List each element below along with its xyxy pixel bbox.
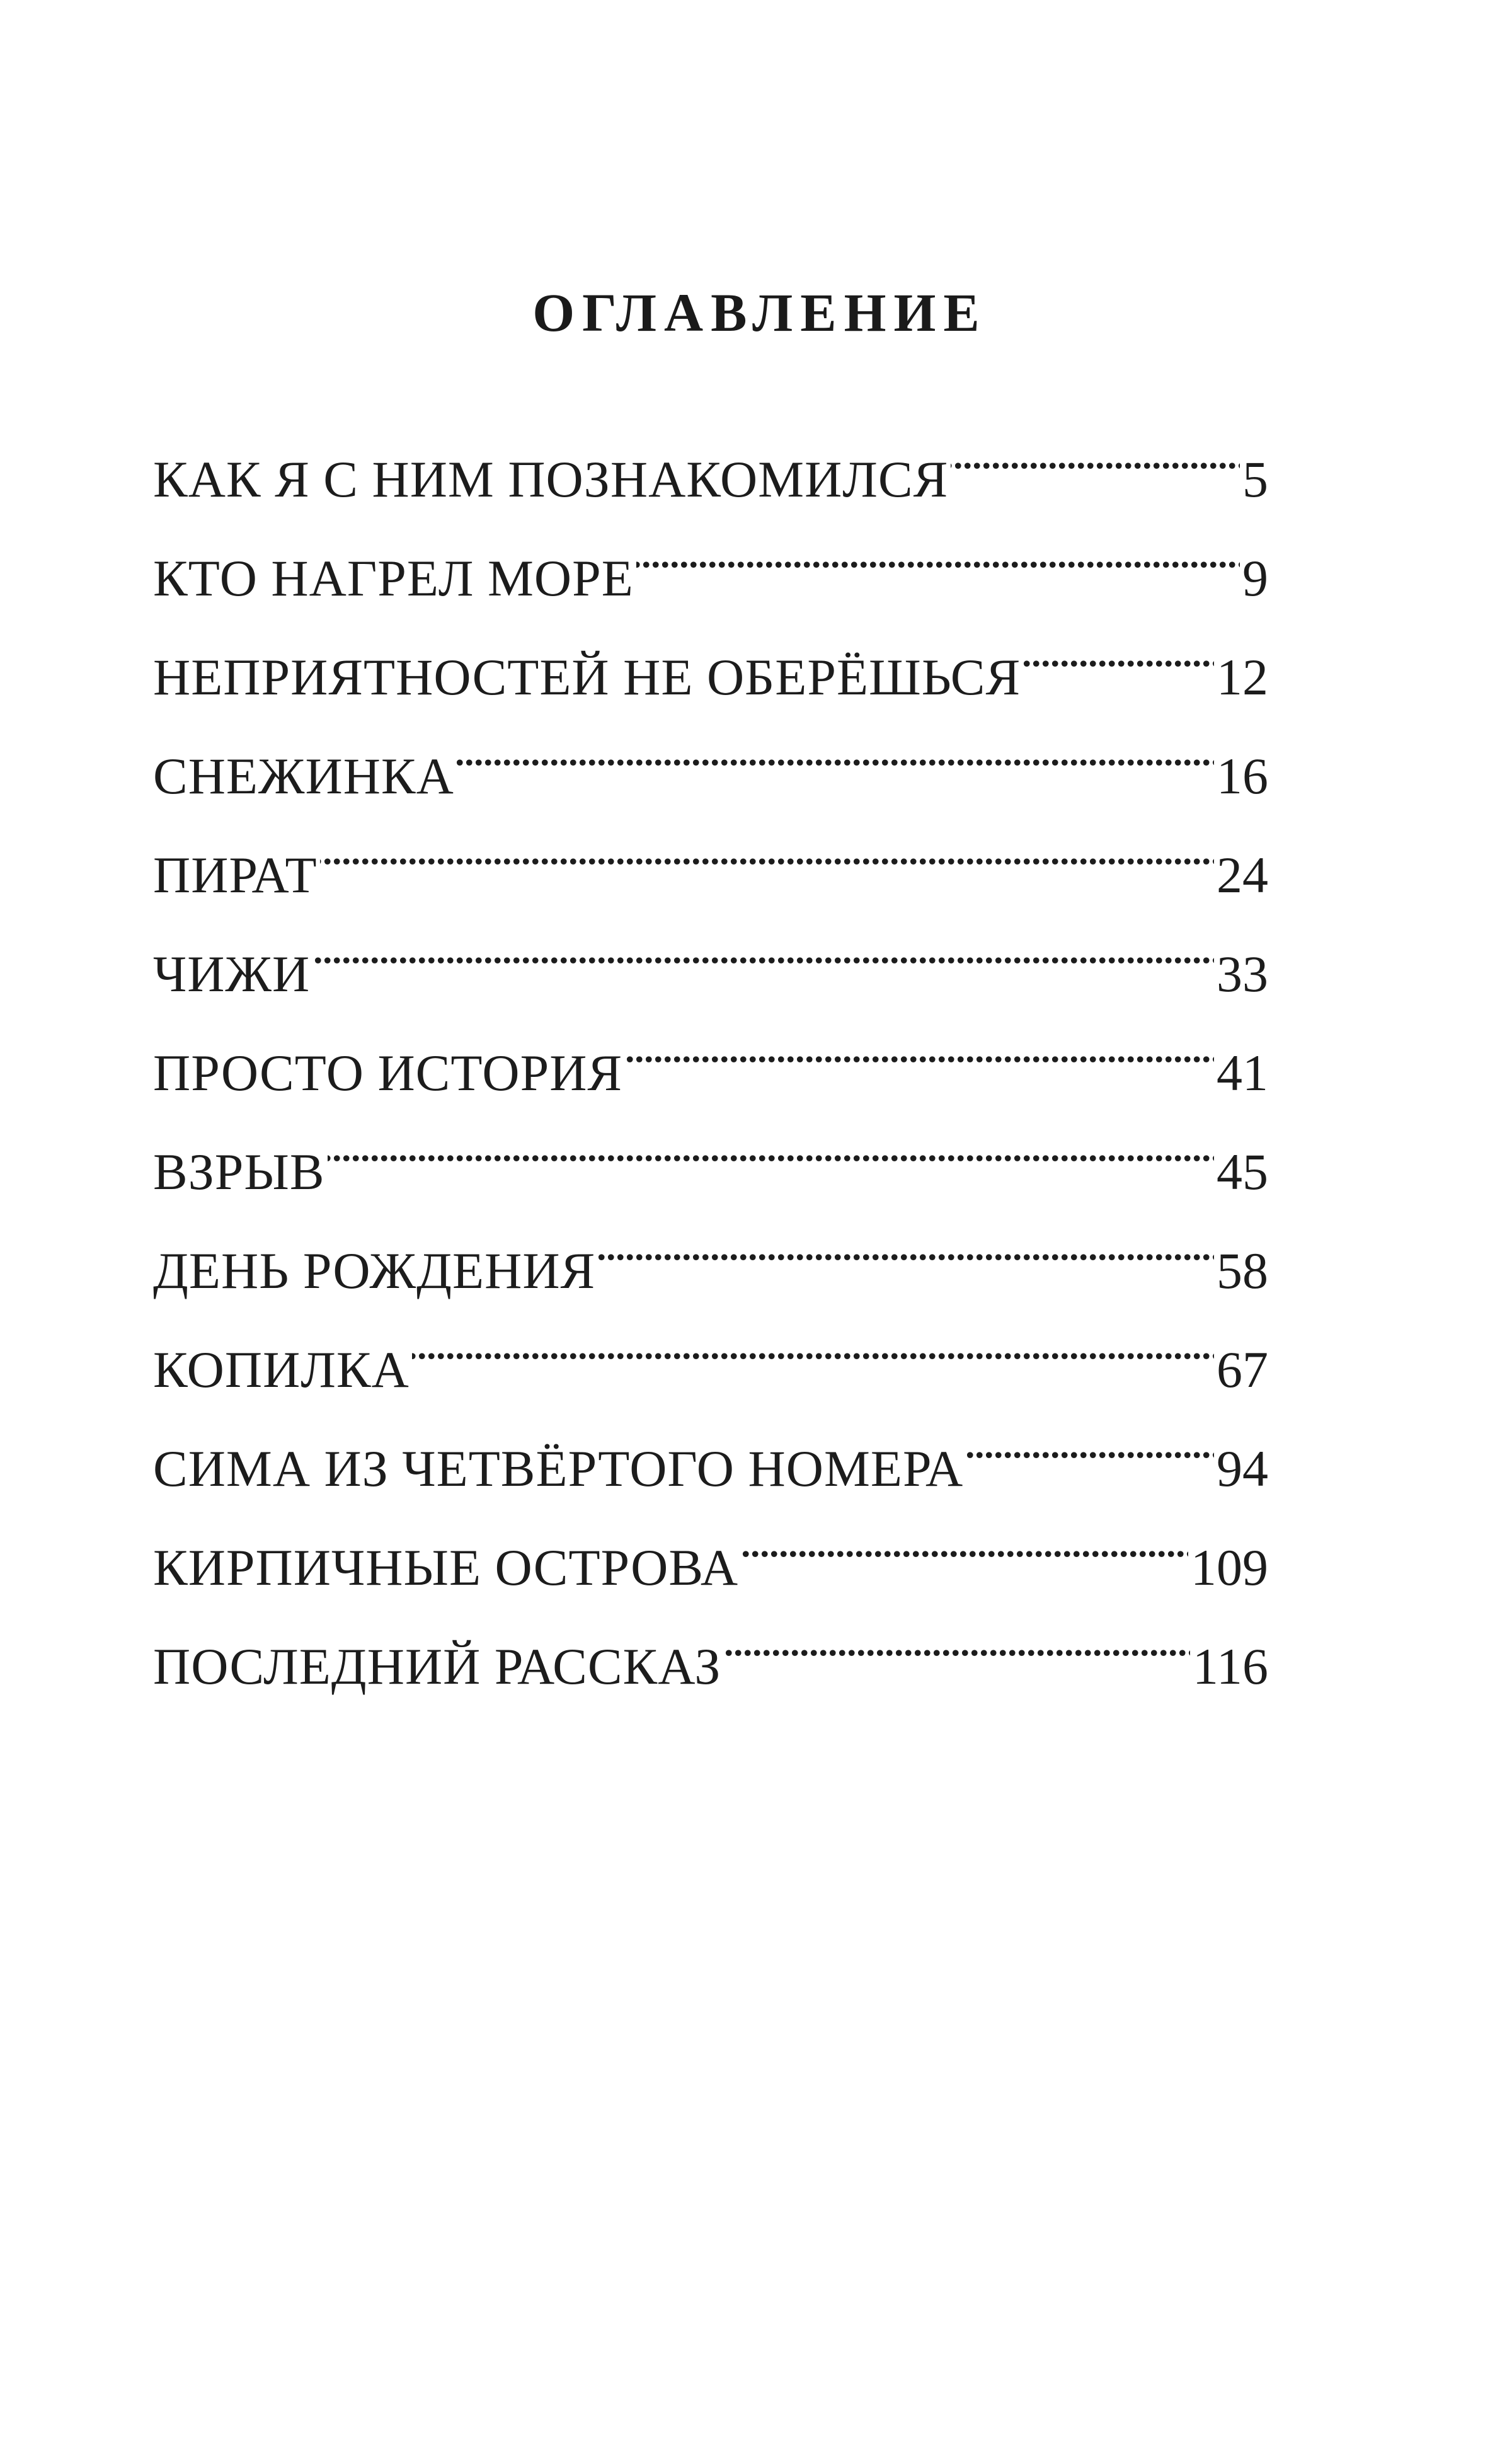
toc-entry-page: 5 xyxy=(1242,451,1268,508)
toc-entry-title: ДЕНЬ РОЖДЕНИЯ xyxy=(153,1242,596,1299)
dot-leader xyxy=(625,1027,1214,1090)
toc-entry-page: 58 xyxy=(1217,1242,1268,1299)
toc-entry[interactable] xyxy=(153,1621,1268,1720)
toc-entry[interactable] xyxy=(153,1225,1268,1324)
toc-entry-page: 24 xyxy=(1217,846,1268,904)
toc-entry-title: ПОСЛЕДНИЙ РАССКАЗ xyxy=(153,1638,721,1695)
toc-entry[interactable] xyxy=(153,1522,1268,1621)
toc-entry-title: ВЗРЫВ xyxy=(153,1143,325,1200)
page-title: ОГЛАВЛЕНИЕ xyxy=(532,282,987,343)
toc-entry-title: НЕПРИЯТНОСТЕЙ НЕ ОБЕРЁШЬСЯ xyxy=(153,648,1021,706)
toc-entry-title: ЧИЖИ xyxy=(153,945,311,1003)
toc-entry[interactable] xyxy=(153,532,1268,631)
toc-entry[interactable] xyxy=(153,730,1268,829)
toc-entry-page: 41 xyxy=(1217,1044,1268,1101)
dot-leader xyxy=(320,829,1214,892)
toc-entry-title: СНЕЖИНКА xyxy=(153,747,454,805)
dot-leader xyxy=(723,1621,1190,1684)
toc-entry[interactable] xyxy=(153,1027,1268,1126)
toc-entry-title: КАК Я С НИМ ПОЗНАКОМИЛСЯ xyxy=(153,451,949,508)
toc-entry-title: ПИРАТ xyxy=(153,846,318,904)
toc-entry-page: 12 xyxy=(1217,648,1268,706)
toc-entry-page: 33 xyxy=(1217,945,1268,1003)
toc-entry-title: СИМА ИЗ ЧЕТВЁРТОГО НОМЕРА xyxy=(153,1440,964,1497)
table-of-contents xyxy=(153,434,1268,1720)
toc-entry-page: 116 xyxy=(1193,1638,1268,1695)
toc-entry-title: ПРОСТО ИСТОРИЯ xyxy=(153,1044,623,1101)
toc-entry-title: КОПИЛКА xyxy=(153,1341,410,1398)
toc-entry-page: 9 xyxy=(1242,549,1268,607)
dot-leader xyxy=(312,928,1214,991)
dot-leader xyxy=(598,1225,1214,1288)
toc-entry-page: 16 xyxy=(1217,747,1268,805)
toc-entry-page: 94 xyxy=(1217,1440,1268,1497)
dot-leader xyxy=(1023,631,1214,694)
dot-leader xyxy=(741,1522,1188,1585)
toc-entry[interactable] xyxy=(153,829,1268,928)
toc-entry-page: 67 xyxy=(1217,1341,1268,1398)
dot-leader xyxy=(457,730,1214,793)
toc-entry[interactable] xyxy=(153,631,1268,730)
dot-leader xyxy=(328,1126,1214,1189)
dot-leader xyxy=(412,1324,1214,1387)
toc-entry-page: 109 xyxy=(1191,1539,1268,1596)
toc-entry-page: 45 xyxy=(1217,1143,1268,1200)
dot-leader xyxy=(636,532,1240,595)
toc-entry[interactable] xyxy=(153,1423,1268,1522)
dot-leader xyxy=(951,434,1240,497)
toc-entry-title: КИРПИЧНЫЕ ОСТРОВА xyxy=(153,1539,739,1596)
toc-entry[interactable] xyxy=(153,1126,1268,1225)
toc-entry-title: КТО НАГРЕЛ МОРЕ xyxy=(153,549,634,607)
toc-entry[interactable] xyxy=(153,928,1268,1027)
dot-leader xyxy=(966,1423,1214,1486)
toc-entry[interactable] xyxy=(153,434,1268,532)
toc-entry[interactable] xyxy=(153,1324,1268,1423)
